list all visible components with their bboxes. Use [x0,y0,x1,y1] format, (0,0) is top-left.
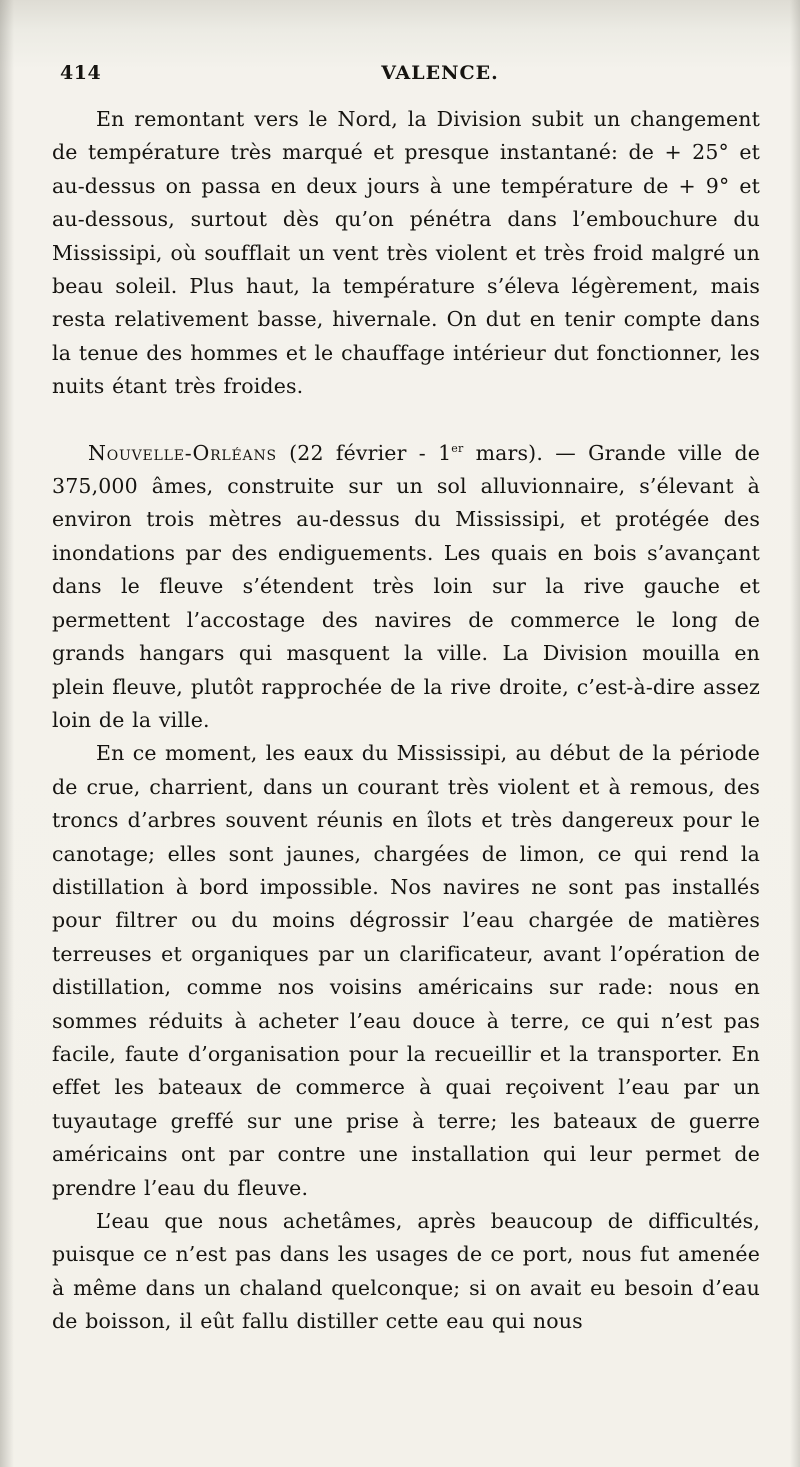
section-heading-nouvelle-orleans: Nouvelle-Orléans [88,440,277,465]
body-text [52,103,760,1339]
section-text-nouvelle-orleans: Grande ville de 375,000 âmes, construite sur un sol alluvionnaire, s’élevant à environ trois mètres au-dessus du Mississipi, et protégée des inondations par des endiguements. Les quais en bois s’avançant dans le fleuve s’étendent très loin sur la rive gauche et permettent l’accostage des navires de commerce le long de grands hangars qui masquent la ville. La Division mouilla en plein fleuve, plutôt rapprochée de la rive droite, c’est-à-dire assez loin de la ville. [52,440,761,732]
page-number: 414 [60,62,102,84]
page-header [60,62,760,90]
scan-shadow-right [790,0,800,1467]
section-date-open: (22 février - 1 [276,440,452,465]
section-date-close: mars). — [463,440,589,465]
paragraph-water-purchase: L’eau que nous achetâmes, après beaucoup de difficultés, puisque ce n’est pas dans les usages de ce port, nous fut amenée à même dans un chaland quelconque; si on avait eu besoin d’eau de boisson, il eût fallu distiller cette eau qui nous [52,1209,760,1334]
section-date-superscript: er [451,441,464,455]
paragraph-nouvelle-orleans [52,437,760,738]
paragraph-temperature: En remontant vers le Nord, la Division subit un changement de température très marqué et presque instantané: de + 25° et au-dessus on passa en deux jours à une température de + 9° et au-dessous, surtout dès qu’on pénétra dans l’embouchure du Mississipi, où soufflait un vent très violent et très froid malgré un beau soleil. Plus haut, la température s’éleva légèrement, mais resta relativement basse, hivernale. On dut en tenir compte dans la tenue des hommes et le chauffage intérieur dut fonctionner, les nuits étant très froides. [52,107,760,399]
scan-shadow-left [0,0,14,1467]
paragraph-mississipi-waters: En ce moment, les eaux du Mississipi, au début de la période de crue, charrient, dans un courant très violent et à remous, des troncs d’arbres souvent réunis en îlots et très dangereux pour le canotage; elles sont jaunes, chargées de limon, ce qui rend la distillation à bord impossible. Nos navires ne sont pas installés pour filtrer ou du moins dégrossir l’eau chargée de matières terreuses et organiques par un clarificateur, avant l’opération de distillation, comme nos voisins américains sur rade: nous en sommes réduits à acheter l’eau douce à terre, ce qui n’est pas facile, faute d’organisation pour la recueillir et la transporter. En effet les bateaux de commerce à quai reçoivent l’eau par un tuyautage greffé sur une prise à terre; les bateaux de guerre américains ont par contre une installation qui leur permet de prendre l’eau du fleuve. [52,741,760,1200]
running-title: VALENCE. [381,62,499,84]
